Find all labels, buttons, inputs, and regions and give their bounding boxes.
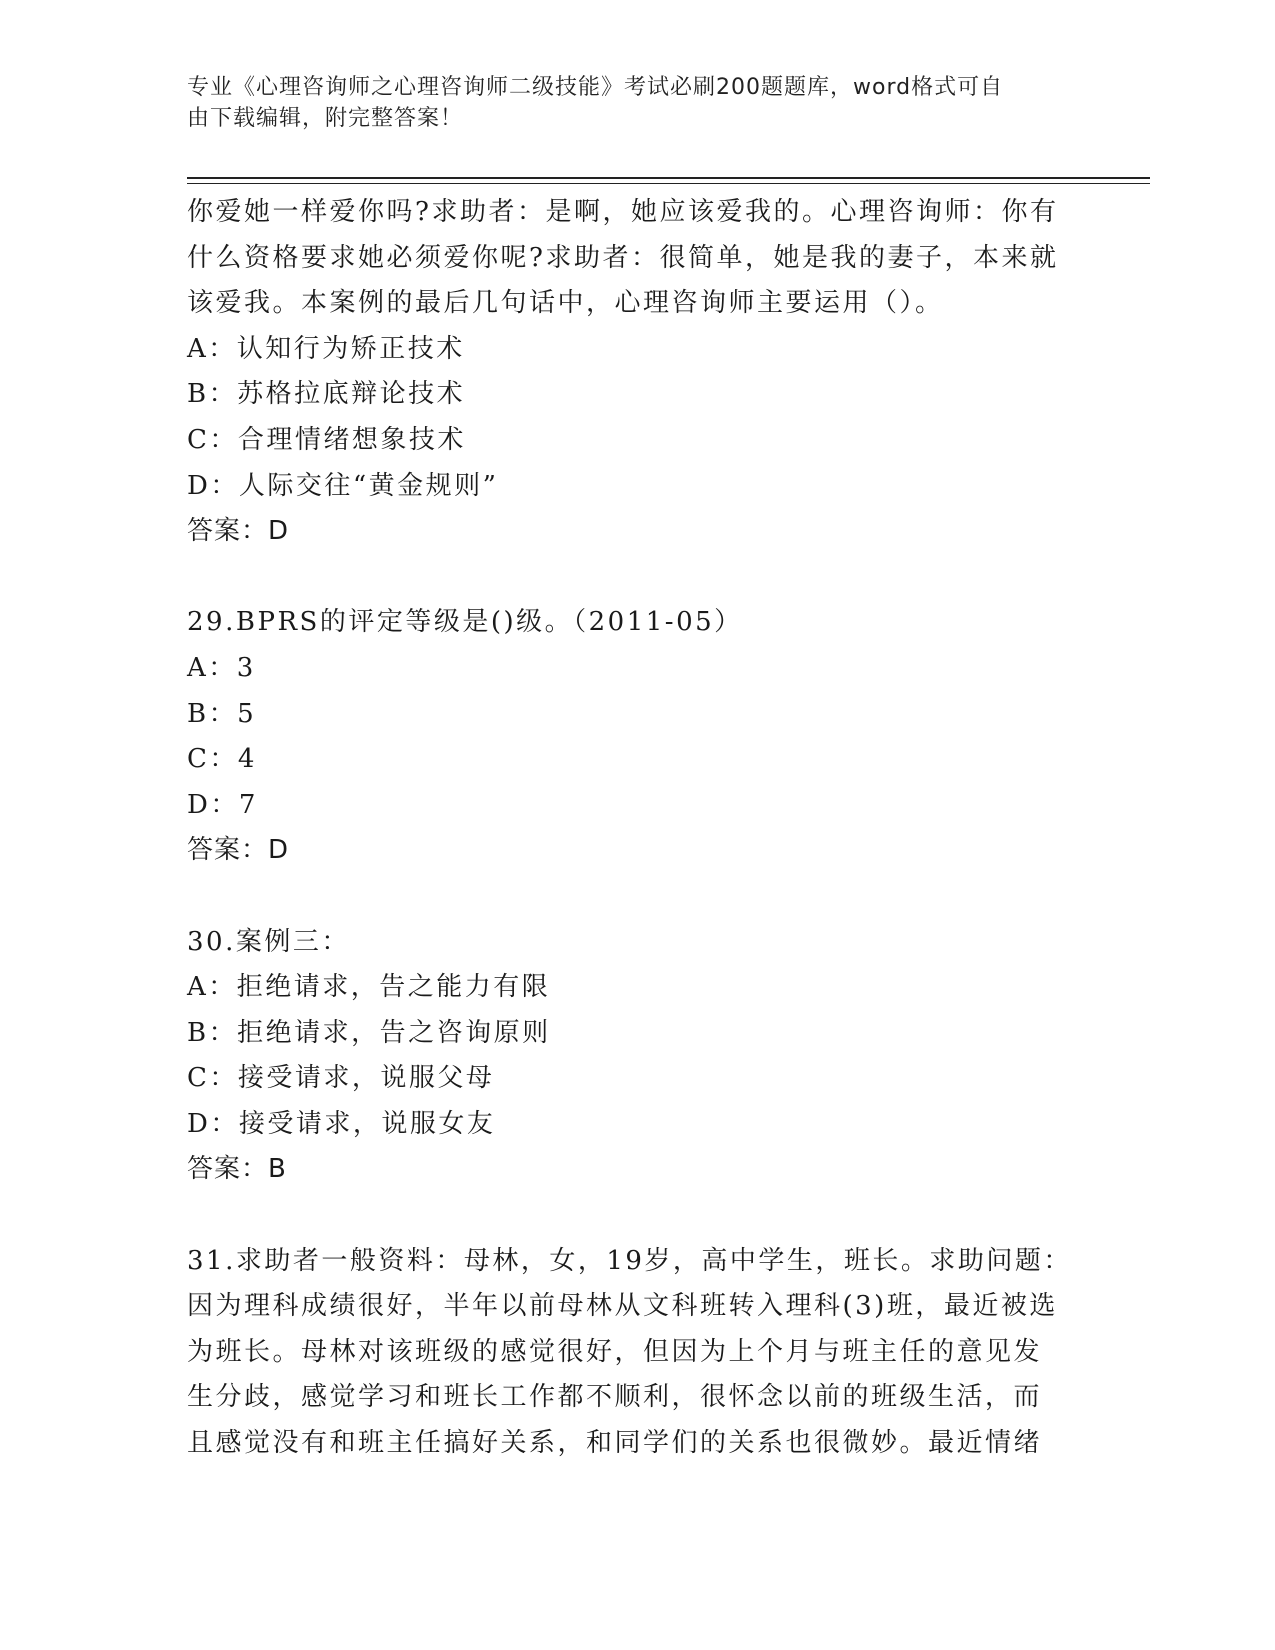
answer-line: 答案：D bbox=[187, 516, 290, 547]
option-c: C：4 bbox=[187, 744, 257, 775]
option-c: C：接受请求，说服父母 bbox=[187, 1063, 495, 1094]
question-29 bbox=[187, 600, 1067, 874]
question-stem-line: 30.案例三： bbox=[187, 926, 350, 957]
question-28 bbox=[187, 190, 1067, 555]
option-d: D：人际交往“黄金规则” bbox=[187, 470, 499, 501]
option-a: A：3 bbox=[187, 652, 256, 683]
header-divider-thin bbox=[187, 183, 1150, 184]
document-body bbox=[187, 190, 1072, 1467]
spacer bbox=[187, 874, 1067, 920]
question-stem-line: 且感觉没有和班主任搞好关系，和同学们的关系也很微妙。最近情绪 bbox=[187, 1428, 1043, 1459]
option-d: D：接受请求，说服女友 bbox=[187, 1108, 496, 1139]
spacer bbox=[187, 1193, 1067, 1239]
header-divider-thick bbox=[187, 177, 1150, 179]
header-line-1: 专业《心理咨询师之心理咨询师二级技能》考试必刷200题题库，word格式可自 bbox=[187, 75, 1004, 100]
option-a: A：认知行为矫正技术 bbox=[187, 333, 465, 364]
option-b: B：5 bbox=[187, 698, 257, 729]
question-stem-line: 该爱我。本案例的最后几句话中，心理咨询师主要运用（）。 bbox=[187, 288, 944, 319]
option-b: B：苏格拉底辩论技术 bbox=[187, 379, 466, 410]
document-header bbox=[187, 72, 1067, 134]
answer-line: 答案：D bbox=[187, 835, 290, 866]
question-stem-line: 29.BPRS的评定等级是()级。（2011-05） bbox=[187, 607, 743, 638]
answer-line: 答案：B bbox=[187, 1154, 287, 1185]
question-30 bbox=[187, 920, 1067, 1194]
option-d: D：7 bbox=[187, 789, 258, 820]
option-a: A：拒绝请求，告之能力有限 bbox=[187, 972, 551, 1003]
option-c: C：合理情绪想象技术 bbox=[187, 424, 466, 455]
question-stem-line: 你爱她一样爱你吗?求助者：是啊，她应该爱我的。心理咨询师：你有 bbox=[187, 197, 1059, 227]
question-stem-line: 31.求助者一般资料：母林，女，19岁，高中学生，班长。求助问题： bbox=[187, 1245, 1072, 1276]
question-stem-line: 生分歧，感觉学习和班长工作都不顺利，很怀念以前的班级生活，而 bbox=[187, 1382, 1043, 1413]
option-b: B：拒绝请求，告之咨询原则 bbox=[187, 1017, 551, 1048]
question-stem-line: 什么资格要求她必须爱你呢?求助者：很简单，她是我的妻子，本来就 bbox=[187, 242, 1059, 273]
question-stem-line: 因为理科成绩很好，半年以前母林从文科班转入理科(3)班，最近被选 bbox=[187, 1291, 1058, 1322]
question-stem-line: 为班长。母林对该班级的感觉很好，但因为上个月与班主任的意见发 bbox=[187, 1336, 1043, 1367]
question-31 bbox=[187, 1239, 1072, 1467]
header-line-2: 由下载编辑，附完整答案！ bbox=[187, 106, 464, 131]
spacer bbox=[187, 555, 1067, 601]
